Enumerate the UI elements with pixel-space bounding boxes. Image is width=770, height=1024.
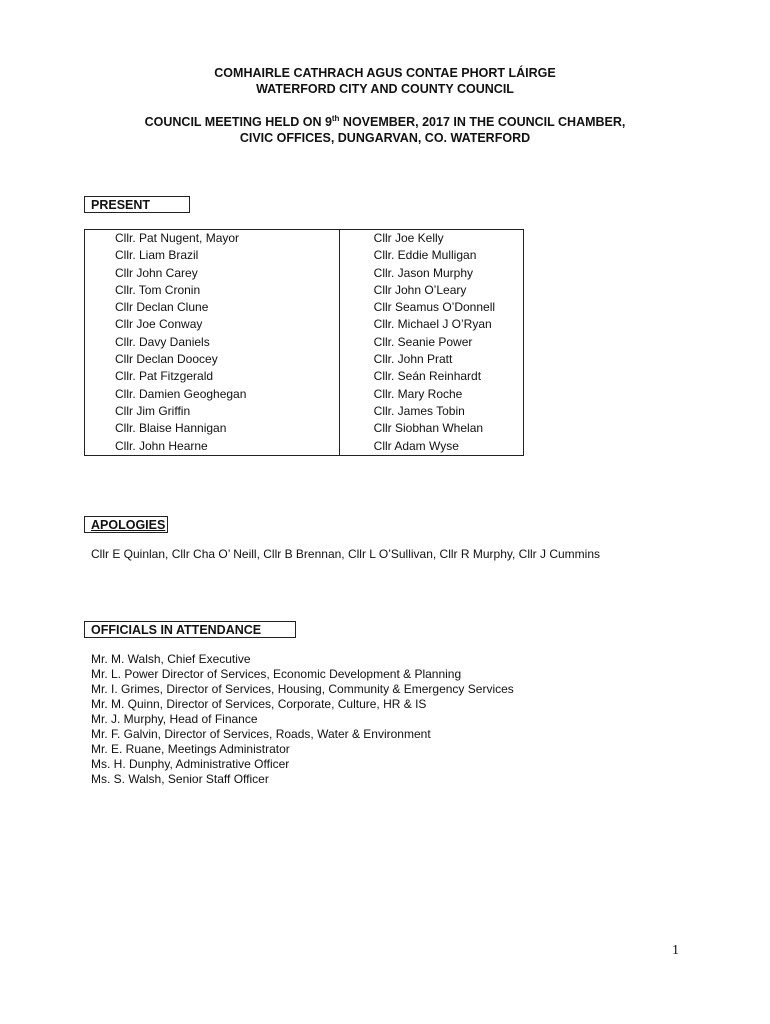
present-member-right: Cllr John O’Leary	[339, 282, 523, 299]
official-item: Mr. F. Galvin, Director of Services, Roads, Water & Environment	[91, 727, 431, 741]
present-table-body	[85, 230, 524, 456]
present-row	[85, 368, 524, 385]
present-member-left: Cllr Declan Doocey	[85, 351, 340, 368]
present-row	[85, 316, 524, 333]
present-member-right: Cllr. Seanie Power	[339, 334, 523, 351]
present-row	[85, 351, 524, 368]
present-row	[85, 265, 524, 282]
page-number: 1	[672, 943, 679, 958]
present-member-left: Cllr. John Hearne	[85, 438, 340, 456]
apologies-text: Cllr E Quinlan, Cllr Cha O’ Neill, Cllr B Brennan, Cllr L O’Sullivan, Cllr R Murphy, Cllr J Cummins	[91, 547, 601, 561]
present-member-right: Cllr. James Tobin	[339, 403, 523, 420]
official-item: Mr. M. Walsh, Chief Executive	[91, 652, 251, 666]
present-row	[85, 386, 524, 403]
present-member-left: Cllr Jim Griffin	[85, 403, 340, 420]
apologies-label	[84, 516, 168, 533]
present-row	[85, 299, 524, 316]
meeting-title-line2: CIVIC OFFICES, DUNGARVAN, CO. WATERFORD	[239, 131, 531, 145]
official-item: Mr. M. Quinn, Director of Services, Corporate, Culture, HR & IS	[91, 697, 427, 711]
present-member-left: Cllr. Blaise Hannigan	[85, 420, 340, 437]
present-member-left: Cllr. Liam Brazil	[85, 247, 340, 264]
present-member-left: Cllr Declan Clune	[85, 299, 340, 316]
officials-list	[91, 652, 514, 787]
present-member-right: Cllr Joe Kelly	[339, 230, 523, 248]
present-member-left: Cllr John Carey	[85, 265, 340, 282]
present-member-right: Cllr. John Pratt	[339, 351, 523, 368]
present-member-right: Cllr. Jason Murphy	[339, 265, 523, 282]
present-member-right: Cllr. Mary Roche	[339, 386, 523, 403]
apologies-label-text: APOLOGIES	[91, 518, 166, 532]
present-member-right: Cllr. Seán Reinhardt	[339, 368, 523, 385]
present-member-left: Cllr. Pat Fitzgerald	[85, 368, 340, 385]
present-row	[85, 420, 524, 437]
present-member-left: Cllr. Pat Nugent, Mayor	[85, 230, 340, 248]
present-member-right: Cllr Seamus O’Donnell	[339, 299, 523, 316]
official-item: Mr. E. Ruane, Meetings Administrator	[91, 742, 290, 756]
official-item: Ms. S. Walsh, Senior Staff Officer	[91, 772, 269, 786]
present-member-left: Cllr. Tom Cronin	[85, 282, 340, 299]
present-row	[85, 230, 524, 248]
meeting-title-sup: th	[331, 114, 340, 123]
present-row	[85, 247, 524, 264]
present-member-right: Cllr Siobhan Whelan	[339, 420, 523, 437]
officials-label: OFFICIALS IN ATTENDANCE	[84, 621, 296, 638]
council-name-irish: COMHAIRLE CATHRACH AGUS CONTAE PHORT LÁIRGE	[214, 66, 556, 80]
present-table	[84, 229, 524, 456]
meeting-title-post: NOVEMBER, 2017 IN THE COUNCIL CHAMBER,	[339, 115, 626, 130]
present-row	[85, 334, 524, 351]
present-member-right: Cllr. Eddie Mulligan	[339, 247, 523, 264]
present-member-right: Cllr Adam Wyse	[339, 438, 523, 456]
present-row	[85, 403, 524, 420]
council-name-english: WATERFORD CITY AND COUNTY COUNCIL	[256, 82, 514, 96]
present-member-right: Cllr. Michael J O’Ryan	[339, 316, 523, 333]
official-item: Mr. J. Murphy, Head of Finance	[91, 712, 258, 726]
present-row	[85, 282, 524, 299]
present-label: PRESENT	[84, 196, 190, 213]
official-item: Ms. H. Dunphy, Administrative Officer	[91, 757, 290, 771]
present-row	[85, 438, 524, 456]
official-item: Mr. L. Power Director of Services, Economic Development & Planning	[91, 667, 462, 681]
meeting-title-line1	[0, 114, 770, 129]
present-member-left: Cllr Joe Conway	[85, 316, 340, 333]
meeting-title-pre: COUNCIL MEETING HELD ON 9	[144, 115, 332, 130]
present-member-left: Cllr. Davy Daniels	[85, 334, 340, 351]
present-member-left: Cllr. Damien Geoghegan	[85, 386, 340, 403]
official-item: Mr. I. Grimes, Director of Services, Housing, Community & Emergency Services	[91, 682, 514, 696]
